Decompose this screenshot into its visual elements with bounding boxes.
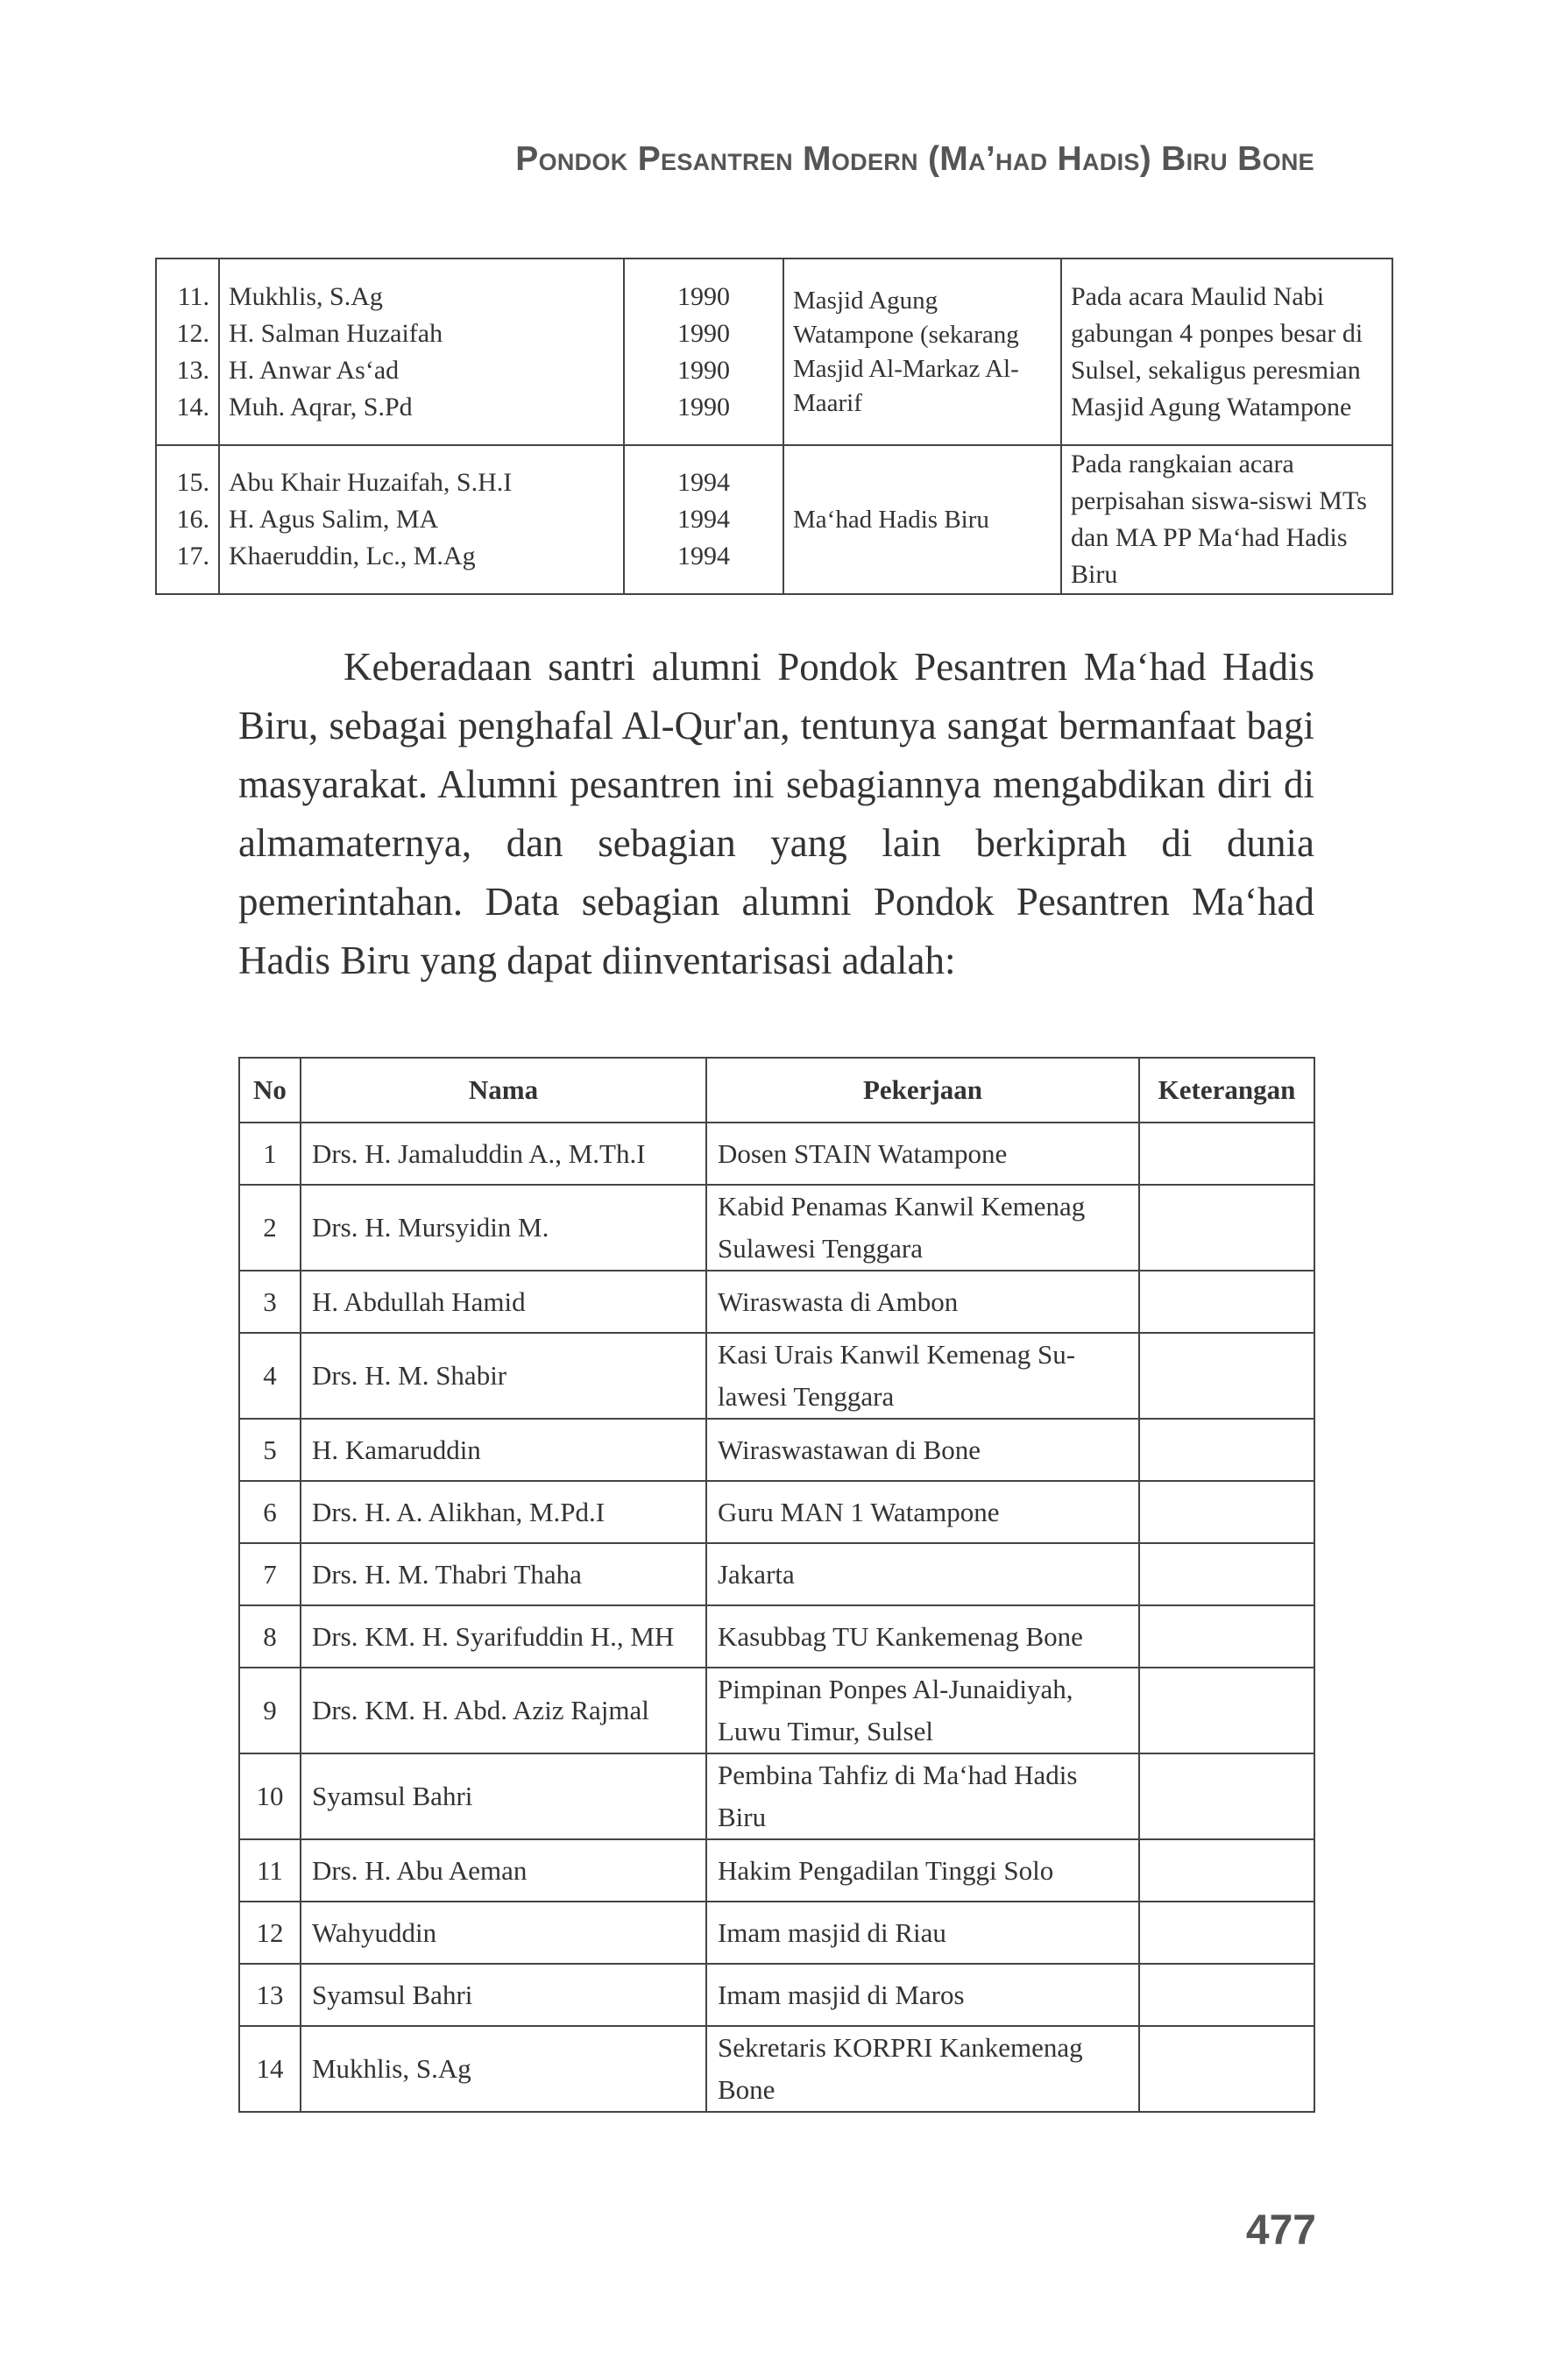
year: 1994 — [677, 468, 730, 497]
running-header: Pondok Pesantren Modern (Ma’had Hadis) Biru Bone — [515, 140, 1314, 178]
person-name: Muh. Aqrar, S.Pd — [229, 392, 413, 421]
person-name: Khaeruddin, Lc., M.Ag — [229, 542, 476, 570]
cell-nama: Mukhlis, S.Ag — [301, 2026, 706, 2112]
year: 1990 — [677, 318, 730, 348]
cell-no: 13 — [239, 1964, 301, 2026]
cell-keterangan — [1139, 1185, 1314, 1271]
cell-keterangan — [1139, 2026, 1314, 2112]
names-cell — [219, 259, 624, 445]
column-header-pekerjaan: Pekerjaan — [706, 1058, 1139, 1123]
cell-no: 6 — [239, 1481, 301, 1543]
cell-pekerjaan: Kasubbag TU Kankemenag Bone — [706, 1605, 1139, 1668]
note-cell: Pada acara Maulid Nabi gabungan 4 ponpes besar di Sulsel, sekaligus peresmian Masjid Agung Watampone — [1061, 259, 1392, 445]
cell-nama: Drs. KM. H. Syarifuddin H., MH — [301, 1605, 706, 1668]
table-row — [239, 2026, 1314, 2112]
table-row — [239, 1185, 1314, 1271]
cell-nama: Drs. H. A. Alikhan, M.Pd.I — [301, 1481, 706, 1543]
years-cell — [624, 445, 783, 594]
cell-no: 12 — [239, 1902, 301, 1964]
table-row — [239, 1902, 1314, 1964]
cell-pekerjaan: Wiraswasta di Ambon — [706, 1271, 1139, 1333]
cell-keterangan — [1139, 1271, 1314, 1333]
place-cell: Masjid Agung Watampone (sekarang Masjid Al-Markaz Al-Maarif — [783, 259, 1061, 445]
cell-pekerjaan: Pembina Tahfiz di Ma‘had Hadis Biru — [706, 1753, 1139, 1839]
cell-pekerjaan: Sekretaris KORPRI Kankemenag Bone — [706, 2026, 1139, 2112]
cell-pekerjaan: Jakarta — [706, 1543, 1139, 1605]
row-number: 16. — [176, 505, 209, 534]
cell-pekerjaan: Dosen STAIN Watampone — [706, 1123, 1139, 1185]
row-number: 14. — [176, 392, 209, 421]
table-row — [239, 1839, 1314, 1902]
alumni-table — [238, 1057, 1315, 2113]
cell-pekerjaan: Imam masjid di Maros — [706, 1964, 1139, 2026]
cell-pekerjaan: Pimpinan Ponpes Al-Junaidiyah, Luwu Timur, Sulsel — [706, 1668, 1139, 1753]
cell-keterangan — [1139, 1753, 1314, 1839]
table-row — [239, 1419, 1314, 1481]
person-name: H. Anwar As‘ad — [229, 355, 400, 385]
row-number: 17. — [176, 542, 209, 570]
cell-nama: Drs. H. Jamaluddin A., M.Th.I — [301, 1123, 706, 1185]
row-number: 15. — [176, 468, 209, 497]
cell-no: 10 — [239, 1753, 301, 1839]
page-number: 477 — [1245, 2207, 1316, 2254]
place-cell: Ma‘had Hadis Biru — [783, 445, 1061, 594]
table-header-row — [239, 1058, 1314, 1123]
year: 1994 — [677, 505, 730, 534]
cell-keterangan — [1139, 1333, 1314, 1419]
cell-nama: H. Kamaruddin — [301, 1419, 706, 1481]
year: 1990 — [677, 355, 730, 385]
cell-no: 14 — [239, 2026, 301, 2112]
note-cell: Pada rangkaian acara perpisahan siswa-siswi MTs dan MA PP Ma‘had Hadis Biru — [1061, 445, 1392, 594]
table-row — [239, 1271, 1314, 1333]
table-row — [239, 1668, 1314, 1753]
table-row — [156, 445, 1392, 594]
column-header-nama: Nama — [301, 1058, 706, 1123]
years-cell — [624, 259, 783, 445]
cell-keterangan — [1139, 1543, 1314, 1605]
person-name: Abu Khair Huzaifah, S.H.I — [229, 468, 513, 497]
row-number: 11. — [177, 281, 209, 311]
cell-no: 5 — [239, 1419, 301, 1481]
cell-nama: Drs. H. M. Thabri Thaha — [301, 1543, 706, 1605]
paragraph-text: Keberadaan santri alumni Pondok Pesantren Ma‘had Hadis Biru, sebagai penghafal Al-Qur'an, tentunya sangat bermanfaat bagi masyarakat. Alumni pesantren ini sebagiannya mengabdikan diri di almamaternya, dan sebagian yang lain berkiprah di dunia pemerintahan. Data sebagian alumni Pondok Pesantren Ma‘had Hadis Biru yang dapat diinventarisasi adalah: — [238, 645, 1314, 982]
table-row — [239, 1481, 1314, 1543]
cell-keterangan — [1139, 1419, 1314, 1481]
row-numbers — [156, 445, 219, 594]
cell-pekerjaan: Wiraswastawan di Bone — [706, 1419, 1139, 1481]
cell-no: 2 — [239, 1185, 301, 1271]
year: 1994 — [677, 542, 730, 570]
cell-pekerjaan: Hakim Pengadilan Tinggi Solo — [706, 1839, 1139, 1902]
cell-pekerjaan: Guru MAN 1 Watampone — [706, 1481, 1139, 1543]
table-row — [239, 1123, 1314, 1185]
cell-nama: Drs. H. M. Shabir — [301, 1333, 706, 1419]
cell-nama: H. Abdullah Hamid — [301, 1271, 706, 1333]
cell-keterangan — [1139, 1902, 1314, 1964]
column-header-keterangan: Keterangan — [1139, 1058, 1314, 1123]
performance-table — [155, 258, 1393, 595]
year: 1990 — [677, 392, 730, 421]
table-row — [239, 1605, 1314, 1668]
cell-pekerjaan: Imam masjid di Riau — [706, 1902, 1139, 1964]
cell-no: 3 — [239, 1271, 301, 1333]
cell-keterangan — [1139, 1839, 1314, 1902]
row-number: 12. — [176, 318, 209, 348]
cell-nama: Drs. KM. H. Abd. Aziz Rajmal — [301, 1668, 706, 1753]
cell-no: 4 — [239, 1333, 301, 1419]
table-row — [239, 1964, 1314, 2026]
names-cell — [219, 445, 624, 594]
table-row — [239, 1333, 1314, 1419]
table-row — [239, 1543, 1314, 1605]
cell-no: 8 — [239, 1605, 301, 1668]
person-name: Mukhlis, S.Ag — [229, 281, 383, 311]
row-numbers — [156, 259, 219, 445]
cell-pekerjaan: Kasi Urais Kanwil Kemenag Su-lawesi Tenggara — [706, 1333, 1139, 1419]
cell-nama: Drs. H. Mursyidin M. — [301, 1185, 706, 1271]
cell-nama: Wahyuddin — [301, 1902, 706, 1964]
row-number: 13. — [176, 355, 209, 385]
cell-nama: Syamsul Bahri — [301, 1753, 706, 1839]
cell-keterangan — [1139, 1605, 1314, 1668]
table-row — [239, 1753, 1314, 1839]
year: 1990 — [677, 281, 730, 311]
cell-keterangan — [1139, 1123, 1314, 1185]
cell-pekerjaan: Kabid Penamas Kanwil Kemenag Sulawesi Tenggara — [706, 1185, 1139, 1271]
cell-keterangan — [1139, 1481, 1314, 1543]
cell-no: 9 — [239, 1668, 301, 1753]
cell-no: 1 — [239, 1123, 301, 1185]
column-header-no: No — [239, 1058, 301, 1123]
table-row — [156, 259, 1392, 445]
person-name: H. Salman Huzaifah — [229, 318, 443, 348]
cell-nama: Syamsul Bahri — [301, 1964, 706, 2026]
cell-nama: Drs. H. Abu Aeman — [301, 1839, 706, 1902]
cell-keterangan — [1139, 1964, 1314, 2026]
cell-keterangan — [1139, 1668, 1314, 1753]
cell-no: 7 — [239, 1543, 301, 1605]
body-paragraph — [238, 638, 1314, 990]
cell-no: 11 — [239, 1839, 301, 1902]
person-name: H. Agus Salim, MA — [229, 505, 439, 534]
